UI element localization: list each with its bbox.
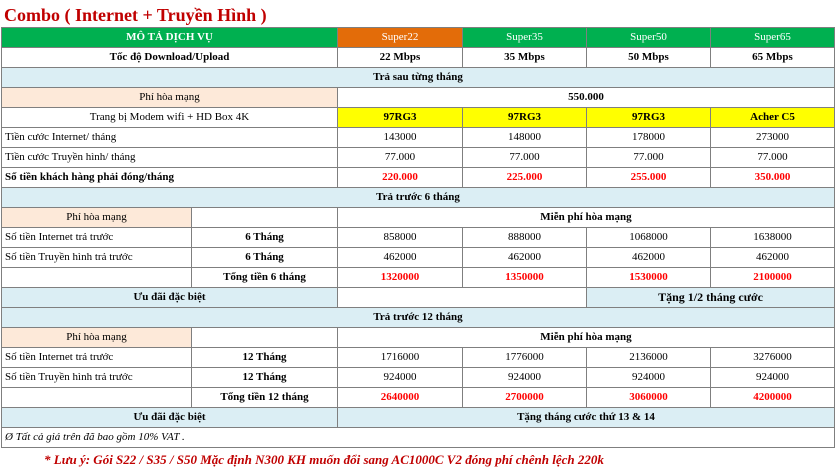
plan-header: Super35	[463, 28, 587, 48]
table-row	[2, 388, 835, 408]
section-heading-row	[2, 188, 835, 208]
table-row	[2, 328, 835, 348]
modem-model: 97RG3	[587, 108, 711, 128]
page-title: Combo ( Internet + Truyền Hình )	[4, 5, 267, 25]
table-row	[2, 248, 835, 268]
table-row	[2, 88, 835, 108]
monthly-total-value: 220.000	[338, 168, 463, 188]
section-heading-monthly: Trả sau từng tháng	[2, 68, 835, 88]
prepaid-period: 12 Tháng	[192, 348, 338, 368]
internet-fee-value: 143000	[338, 128, 463, 148]
empty-cell	[2, 268, 192, 288]
empty-cell	[192, 208, 338, 228]
prepaid-tv-value: 924000	[711, 368, 835, 388]
service-description-header: MÔ TẢ DỊCH VỤ	[2, 28, 338, 48]
speed-row	[2, 48, 835, 68]
empty-cell	[192, 328, 338, 348]
empty-cell	[338, 288, 587, 308]
footnote: * Lưu ý: Gói S22 / S35 / S50 Mặc định N300 KH muốn đổi sang AC1000C V2 đóng phí chênh lệch 220k	[44, 452, 604, 467]
table-row	[2, 348, 835, 368]
special-offer-value: Tặng tháng cước thứ 13 & 14	[338, 408, 835, 428]
prepaid-internet-value: 858000	[338, 228, 463, 248]
monthly-total-label: Số tiền khách hàng phải đóng/tháng	[2, 168, 338, 188]
prepaid-tv-label: Số tiền Truyền hình trả trước	[2, 248, 192, 268]
prepaid-tv-value: 462000	[463, 248, 587, 268]
prepaid-tv-value: 924000	[338, 368, 463, 388]
setup-fee-label: Phí hòa mạng	[2, 88, 338, 108]
plan-header: Super22	[338, 28, 463, 48]
tv-fee-value: 77.000	[338, 148, 463, 168]
tv-fee-value: 77.000	[463, 148, 587, 168]
monthly-total-value: 255.000	[587, 168, 711, 188]
tv-fee-label: Tiền cước Truyền hình/ tháng	[2, 148, 338, 168]
prepaid-period: 6 Tháng	[192, 228, 338, 248]
total-6-months-value: 2100000	[711, 268, 835, 288]
prepaid-internet-value: 1068000	[587, 228, 711, 248]
monthly-total-value: 225.000	[463, 168, 587, 188]
tv-fee-value: 77.000	[711, 148, 835, 168]
total-12-months-value: 2640000	[338, 388, 463, 408]
prepaid-internet-value: 2136000	[587, 348, 711, 368]
modem-label: Trang bị Modem wifi + HD Box 4K	[2, 108, 338, 128]
prepaid-internet-value: 3276000	[711, 348, 835, 368]
empty-cell	[2, 388, 192, 408]
internet-fee-label: Tiền cước Internet/ tháng	[2, 128, 338, 148]
table-row	[2, 368, 835, 388]
setup-fee-value: 550.000	[338, 88, 835, 108]
speed-value: 35 Mbps	[463, 48, 587, 68]
total-12-months-value: 4200000	[711, 388, 835, 408]
setup-fee-label: Phí hòa mạng	[2, 328, 192, 348]
prepaid-internet-value: 1638000	[711, 228, 835, 248]
table-row	[2, 108, 835, 128]
speed-value: 22 Mbps	[338, 48, 463, 68]
section-heading-12-months: Trả trước 12 tháng	[2, 308, 835, 328]
prepaid-internet-value: 1716000	[338, 348, 463, 368]
table-row	[2, 128, 835, 148]
speed-value: 50 Mbps	[587, 48, 711, 68]
setup-fee-value: Miễn phí hòa mạng	[338, 328, 835, 348]
internet-fee-value: 148000	[463, 128, 587, 148]
prepaid-period: 6 Tháng	[192, 248, 338, 268]
internet-fee-value: 178000	[587, 128, 711, 148]
table-row	[2, 408, 835, 428]
section-heading-row	[2, 68, 835, 88]
total-6-months-value: 1320000	[338, 268, 463, 288]
monthly-total-value: 350.000	[711, 168, 835, 188]
pricing-table	[1, 27, 835, 448]
prepaid-tv-value: 462000	[711, 248, 835, 268]
modem-model: 97RG3	[338, 108, 463, 128]
total-12-months-value: 2700000	[463, 388, 587, 408]
prepaid-tv-value: 462000	[587, 248, 711, 268]
special-offer-label: Ưu đãi đặc biệt	[2, 288, 338, 308]
modem-model: 97RG3	[463, 108, 587, 128]
prepaid-tv-value: 924000	[587, 368, 711, 388]
table-row	[2, 208, 835, 228]
special-offer-label: Ưu đãi đặc biệt	[2, 408, 338, 428]
prepaid-internet-label: Số tiền Internet trả trước	[2, 228, 192, 248]
speed-label: Tốc độ Download/Upload	[2, 48, 338, 68]
table-row	[2, 228, 835, 248]
special-offer-value: Tặng 1/2 tháng cước	[587, 288, 835, 308]
total-12-months-label: Tổng tiền 12 tháng	[192, 388, 338, 408]
setup-fee-label: Phí hòa mạng	[2, 208, 192, 228]
prepaid-tv-value: 924000	[463, 368, 587, 388]
section-heading-row	[2, 308, 835, 328]
prepaid-internet-label: Số tiền Internet trả trước	[2, 348, 192, 368]
setup-fee-value: Miễn phí hòa mạng	[338, 208, 835, 228]
plan-header: Super65	[711, 28, 835, 48]
internet-fee-value: 273000	[711, 128, 835, 148]
table-row	[2, 168, 835, 188]
total-12-months-value: 3060000	[587, 388, 711, 408]
vat-note-row	[2, 428, 835, 448]
total-6-months-value: 1530000	[587, 268, 711, 288]
total-6-months-value: 1350000	[463, 268, 587, 288]
plan-header: Super50	[587, 28, 711, 48]
total-6-months-label: Tổng tiền 6 tháng	[192, 268, 338, 288]
section-heading-6-months: Trả trước 6 tháng	[2, 188, 835, 208]
modem-model: Acher C5	[711, 108, 835, 128]
table-row	[2, 268, 835, 288]
vat-note: Ø Tất cả giá trên đã bao gồm 10% VAT .	[2, 428, 835, 448]
prepaid-period: 12 Tháng	[192, 368, 338, 388]
prepaid-tv-label: Số tiền Truyền hình trả trước	[2, 368, 192, 388]
plan-header-row	[2, 28, 835, 48]
prepaid-tv-value: 462000	[338, 248, 463, 268]
prepaid-internet-value: 1776000	[463, 348, 587, 368]
prepaid-internet-value: 888000	[463, 228, 587, 248]
table-row	[2, 288, 835, 308]
speed-value: 65 Mbps	[711, 48, 835, 68]
table-row	[2, 148, 835, 168]
tv-fee-value: 77.000	[587, 148, 711, 168]
